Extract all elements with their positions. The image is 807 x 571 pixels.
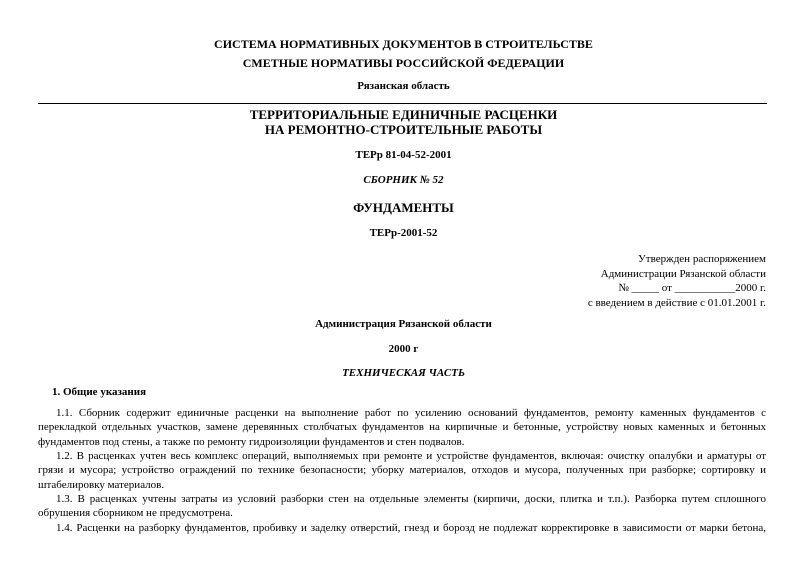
para-line: 1.4. Расценки на разборку фундаментов, пробивку и заделку отверстий, гнезд и борозд не подлежат корректировке в зависимости от марки бетона, bbox=[56, 522, 766, 534]
section-title: ТЕХНИЧЕСКАЯ ЧАСТЬ bbox=[342, 367, 465, 379]
para-line: перекладкой отдельных участков, замене деревянных столбчатых фундаментов на кирпичные и бетонные, устройству новых каменных и бетонных bbox=[38, 421, 766, 434]
main-title-line2: НА РЕМОНТНО-СТРОИТЕЛЬНЫЕ РАБОТЫ bbox=[264, 122, 543, 137]
paragraph-1-1 bbox=[38, 406, 766, 449]
header-divider bbox=[38, 103, 767, 104]
para-line: штабелировку материалов. bbox=[38, 478, 165, 491]
para-line: 1.1. Сборник содержит единичные расценки на выполнение работ по усилению оснований фундаментов, ремонту каменных фундаментов с bbox=[56, 407, 766, 419]
norms-title: СМЕТНЫЕ НОРМАТИВЫ РОССИЙСКОЙ ФЕДЕРАЦИИ bbox=[242, 56, 565, 70]
approval-line4: с введением в действие с 01.01.2001 г. bbox=[587, 296, 766, 309]
para-line: фундаментов под стены, а также по ремонту гидроизоляции фундаментов и стен подвалов. bbox=[38, 435, 465, 448]
main-title-line1: ТЕРРИТОРИАЛЬНЫЕ ЕДИНИЧНЫЕ РАСЦЕНКИ bbox=[249, 107, 558, 122]
paragraph-1-3 bbox=[38, 492, 766, 521]
paragraph-1-2 bbox=[38, 449, 766, 492]
publisher: Администрация Рязанской области bbox=[315, 318, 492, 330]
para-line: обрушения сборником не предусмотрена. bbox=[38, 507, 233, 520]
approval-line3: № _____ от ___________2000 г. bbox=[618, 282, 766, 295]
para-line: грязи и мусора; устройство ограждений по технике безопасности; уборку материалов, отходов и мусора, полученных при разборке; сортировку и bbox=[38, 464, 766, 477]
approval-block bbox=[540, 252, 766, 310]
collection-number: СБОРНИК № 52 bbox=[363, 174, 444, 186]
year: 2000 г bbox=[388, 343, 419, 355]
approval-line1: Утвержден распоряжением bbox=[638, 253, 766, 265]
section1-heading: 1. Общие указания bbox=[52, 386, 147, 398]
region-label: Рязанская область bbox=[357, 80, 450, 92]
approval-line2: Администрации Рязанской области bbox=[600, 267, 766, 280]
system-title: СИСТЕМА НОРМАТИВНЫХ ДОКУМЕНТОВ В СТРОИТЕЛЬСТВЕ bbox=[214, 37, 593, 51]
para-line: 1.2. В расценках учтен весь комплекс операций, выполняемых при ремонте и устройстве фундаментов, включая: очистку опалубки и арматуры от bbox=[56, 450, 766, 462]
short-code: ТЕРр-2001-52 bbox=[369, 227, 438, 239]
para-line: 1.3. В расценках учтены затраты из условий разборки стен на отдельные элементы (кирпичи, доски, плитка и т.п.). Разборка путем сплошного bbox=[56, 493, 766, 505]
document-code: ТЕРр 81-04-52-2001 bbox=[355, 149, 452, 161]
paragraph-1-4 bbox=[38, 521, 766, 535]
collection-subject: ФУНДАМЕНТЫ bbox=[353, 200, 454, 215]
